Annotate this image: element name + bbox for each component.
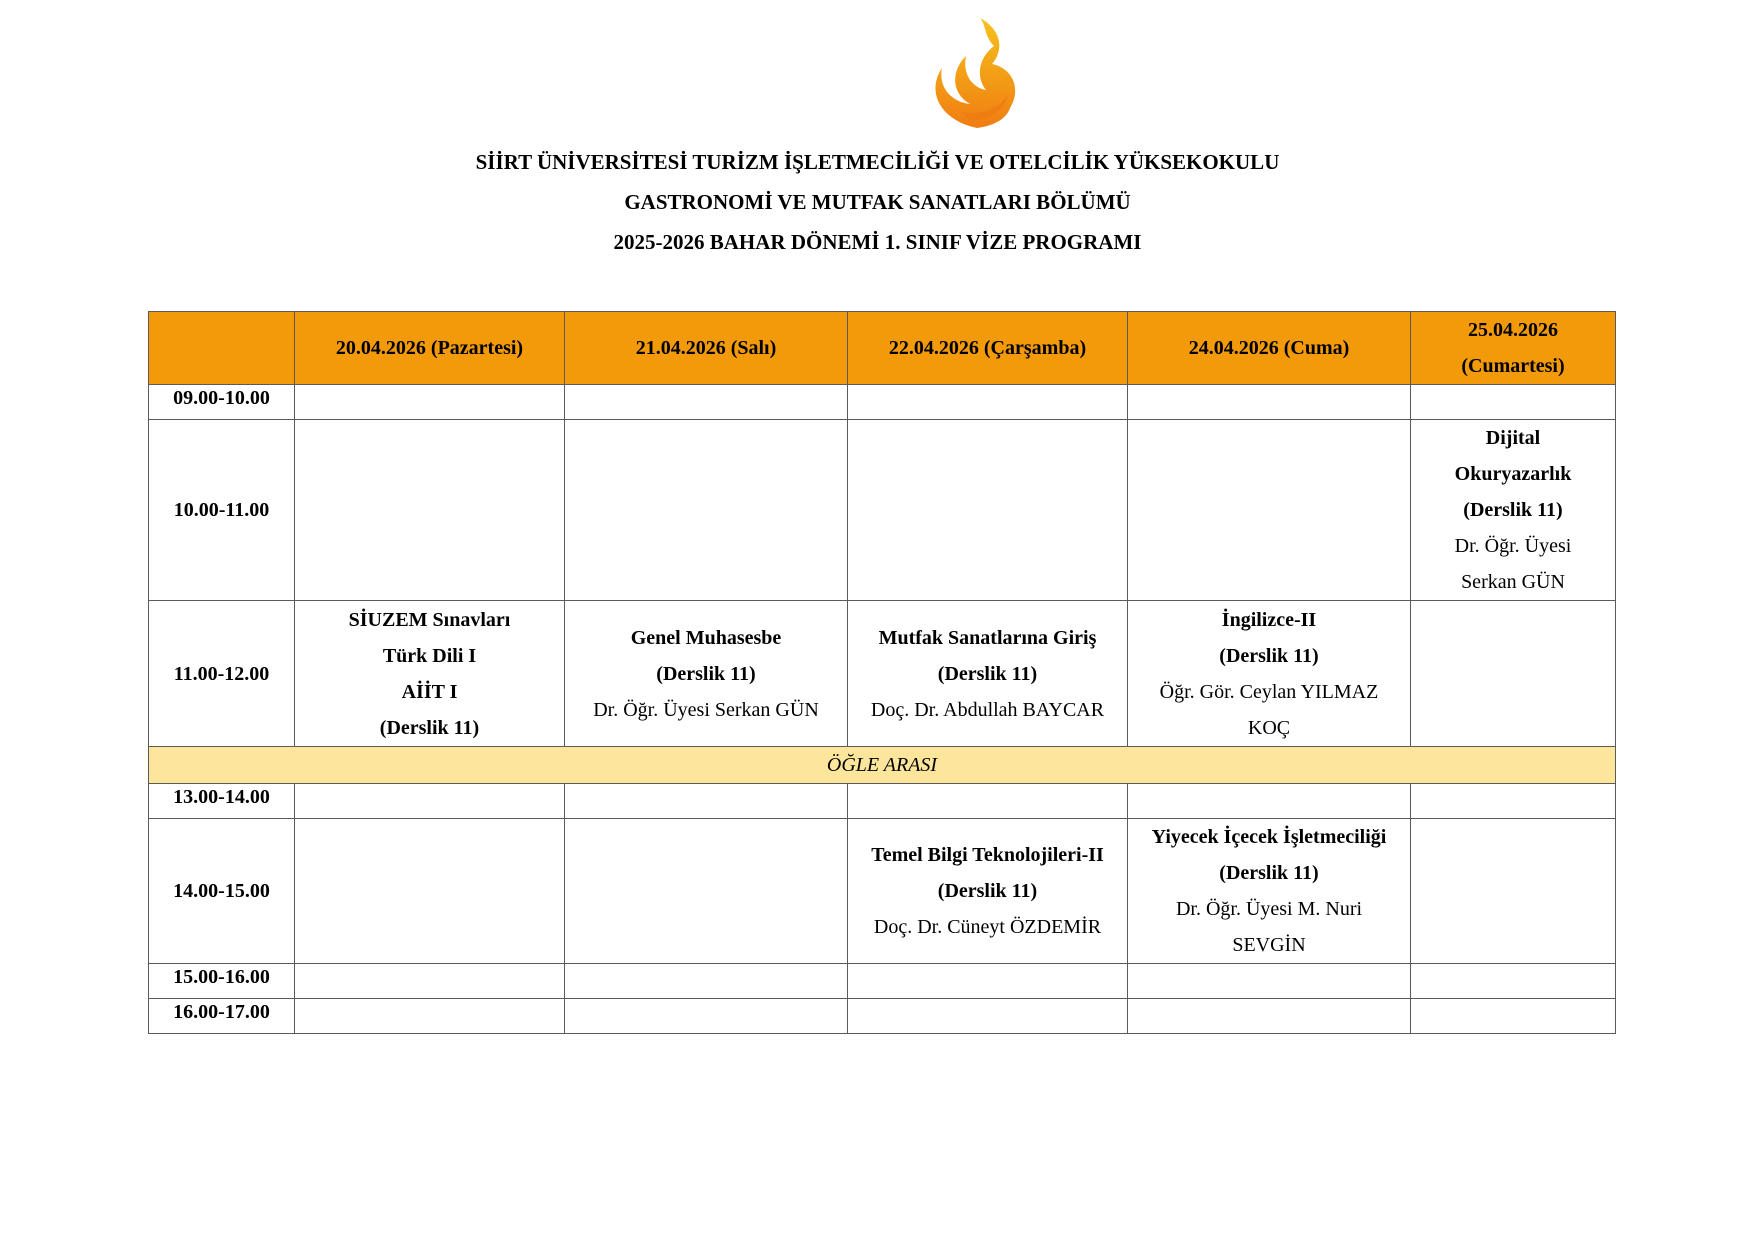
- exam-room: (Derslik 11): [379, 716, 480, 739]
- time-slot: 10.00-11.00: [149, 420, 295, 601]
- table-row: [149, 819, 1616, 964]
- program-title: 2025-2026 BAHAR DÖNEMİ 1. SINIF VİZE PROGRAMI: [613, 230, 1142, 254]
- time-slot: 09.00-10.00: [149, 385, 295, 420]
- table-row: [149, 601, 1616, 747]
- empty-cell: [1411, 784, 1616, 819]
- empty-cell: [295, 819, 565, 964]
- empty-cell: [565, 819, 848, 964]
- empty-cell: [565, 964, 848, 999]
- time-slot: 14.00-15.00: [149, 819, 295, 964]
- empty-cell: [848, 964, 1128, 999]
- empty-cell: [848, 385, 1128, 420]
- exam-course: Dijital: [1485, 427, 1541, 449]
- table-row: [149, 385, 1616, 420]
- empty-cell: [1128, 420, 1411, 601]
- exam-cell: [1411, 420, 1616, 601]
- header-row: [149, 312, 1616, 385]
- empty-cell: [565, 385, 848, 420]
- day-header-monday: 20.04.2026 (Pazartesi): [295, 312, 565, 385]
- table-row: [149, 999, 1616, 1034]
- empty-cell: [295, 999, 565, 1034]
- exam-instructor: Doç. Dr. Abdullah BAYCAR: [870, 698, 1105, 721]
- exam-course: SİUZEM Sınavları: [348, 608, 511, 631]
- empty-cell: [295, 964, 565, 999]
- time-slot: 13.00-14.00: [149, 784, 295, 819]
- corner-cell: [149, 312, 295, 385]
- exam-room: (Derslik 11): [1219, 644, 1319, 667]
- empty-cell: [848, 784, 1128, 819]
- exam-room: (Derslik 11): [1219, 862, 1319, 884]
- exam-cell: [848, 819, 1128, 964]
- exam-instructor: Öğr. Gör. Ceylan YILMAZ: [1159, 680, 1379, 703]
- exam-cell: [565, 601, 848, 747]
- exam-course: Türk Dili I: [382, 644, 477, 667]
- exam-instructor: Dr. Öğr. Üyesi M. Nuri: [1175, 898, 1363, 920]
- empty-cell: [848, 999, 1128, 1034]
- day-header-tuesday: 21.04.2026 (Salı): [565, 312, 848, 385]
- empty-cell: [295, 385, 565, 420]
- exam-course: Temel Bilgi Teknolojileri-II: [871, 844, 1104, 866]
- exam-instructor: Dr. Öğr. Üyesi Serkan GÜN: [593, 698, 819, 721]
- lunch-row: [149, 747, 1616, 784]
- exam-cell: [1128, 819, 1411, 964]
- empty-cell: [565, 420, 848, 601]
- department-title: GASTRONOMİ VE MUTFAK SANATLARI BÖLÜMÜ: [624, 190, 1131, 214]
- exam-instructor: KOÇ: [1247, 716, 1291, 739]
- empty-cell: [1128, 999, 1411, 1034]
- empty-cell: [848, 420, 1128, 601]
- exam-cell: [1128, 601, 1411, 747]
- table-row: [149, 784, 1616, 819]
- time-slot: 11.00-12.00: [149, 601, 295, 747]
- exam-room: (Derslik 11): [656, 662, 756, 685]
- exam-course: Genel Muhasesbe: [630, 626, 782, 649]
- empty-cell: [295, 420, 565, 601]
- table-row: [149, 964, 1616, 999]
- empty-cell: [1411, 385, 1616, 420]
- empty-cell: [295, 784, 565, 819]
- exam-course: Okuryazarlık: [1454, 463, 1572, 485]
- empty-cell: [1411, 601, 1616, 747]
- time-slot: 15.00-16.00: [149, 964, 295, 999]
- exam-instructor: Doç. Dr. Cüneyt ÖZDEMİR: [873, 916, 1102, 938]
- empty-cell: [1411, 964, 1616, 999]
- exam-room: (Derslik 11): [937, 880, 1038, 902]
- exam-course: Mutfak Sanatlarına Giriş: [878, 626, 1097, 649]
- exam-instructor: SEVGİN: [1232, 934, 1306, 956]
- exam-room: (Derslik 11): [1463, 499, 1563, 521]
- table-row: [149, 420, 1616, 601]
- day-header-friday: 24.04.2026 (Cuma): [1128, 312, 1411, 385]
- lunch-break: ÖĞLE ARASI: [149, 747, 1616, 784]
- exam-course: Yiyecek İçecek İşletmeciliği: [1151, 826, 1387, 848]
- exam-instructor: Serkan GÜN: [1461, 571, 1565, 593]
- empty-cell: [1128, 784, 1411, 819]
- empty-cell: [1128, 964, 1411, 999]
- empty-cell: [1128, 385, 1411, 420]
- empty-cell: [1411, 819, 1616, 964]
- school-title: SİİRT ÜNİVERSİTESİ TURİZM İŞLETMECİLİĞİ VE OTELCİLİK YÜKSEKOKULU: [475, 150, 1280, 174]
- day-header-saturday: 25.04.2026 (Cumartesi): [1411, 312, 1616, 385]
- time-slot: 16.00-17.00: [149, 999, 295, 1034]
- flame-logo-icon: [922, 16, 1032, 134]
- day-header-wednesday: 22.04.2026 (Çarşamba): [848, 312, 1128, 385]
- exam-room: (Derslik 11): [937, 662, 1038, 685]
- exam-course: AİİT I: [401, 680, 458, 703]
- empty-cell: [565, 784, 848, 819]
- empty-cell: [565, 999, 848, 1034]
- exam-instructor: Dr. Öğr. Üyesi: [1454, 535, 1572, 557]
- exam-course: İngilizce-II: [1221, 608, 1317, 631]
- empty-cell: [1411, 999, 1616, 1034]
- exam-cell: [295, 601, 565, 747]
- exam-schedule-table: [148, 311, 1616, 1034]
- exam-cell: [848, 601, 1128, 747]
